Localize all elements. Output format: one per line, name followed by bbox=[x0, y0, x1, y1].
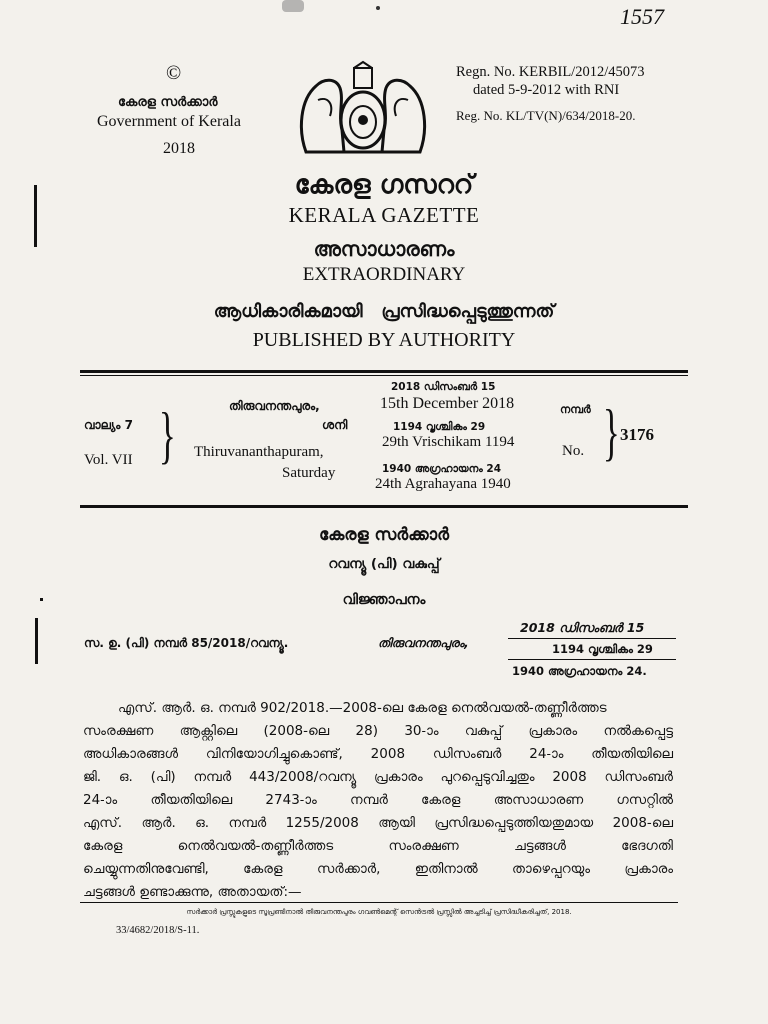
volume-english: Vol. VII bbox=[84, 452, 133, 468]
authority-english: PUBLISHED BY AUTHORITY bbox=[252, 329, 516, 351]
copyright-symbol: © bbox=[166, 62, 182, 84]
body-line: ചട്ടങ്ങൾ ഉണ്ടാക്കുന്നു, അതായത്:— bbox=[83, 884, 302, 900]
day-english: Saturday bbox=[282, 465, 336, 481]
gazette-type-malayalam: അസാധാരണം bbox=[313, 237, 455, 261]
printer-note: സർക്കാർ പ്രസ്സുകളുടെ സൂപ്രണ്ടിനാൽ തിരുവനന്തപുരം ഗവൺമെന്റ് സെൻട്രൽ പ്രസ്സിൽ അച്ചടിച്ച് പ്രസിദ്ധീകരിച്ചത്, 2018. bbox=[186, 908, 572, 916]
number-label-english: No. bbox=[562, 443, 585, 459]
day-malayalam: ശനി bbox=[322, 418, 348, 432]
body-line: ചെയ്യുന്നതിനുവേണ്ടി, കേരള സർക്കാർ, ഇതിനാൽ താഴെപ്പറയും പ്രകാരം bbox=[83, 861, 673, 877]
number-label-malayalam: നമ്പർ bbox=[560, 403, 591, 416]
header-year: 2018 bbox=[163, 140, 195, 157]
date-saka-malayalam: 1940 അഗ്രഹായനം 24 bbox=[382, 463, 502, 475]
govt-name-english: Government of Kerala bbox=[97, 113, 241, 130]
notice-govt-heading: കേരള സർക്കാർ bbox=[318, 525, 450, 545]
place-malayalam: തിരുവനന്തപുരം, bbox=[229, 399, 320, 413]
body-line: എസ്. ആർ. ഒ. നമ്പർ 1255/2008 ആയി പ്രസിദ്ധപ്പെടുത്തിയതുമായ 2008-ലെ bbox=[83, 815, 673, 831]
print-code: 33/4682/2018/S-11. bbox=[116, 925, 200, 936]
kerala-emblem bbox=[288, 60, 438, 160]
notice-title: വിജ്ഞാപനം bbox=[342, 592, 426, 608]
authority-malayalam: ആധികാരികമായി പ്രസിദ്ധപ്പെടുത്തുന്നത് bbox=[213, 301, 555, 322]
footer-rule bbox=[80, 902, 678, 903]
number-brace: } bbox=[602, 396, 620, 467]
dateline-top-rule-inner bbox=[80, 375, 688, 376]
margin-mark bbox=[40, 598, 43, 601]
dateline-top-rule bbox=[80, 370, 688, 373]
notice-department: റവന്യൂ (പി) വകുപ്പ് bbox=[328, 556, 440, 572]
date-malayalam-era-english: 29th Vrischikam 1194 bbox=[382, 434, 515, 450]
margin-mark bbox=[34, 185, 37, 247]
body-line: 24-ാം തീയതിയിലെ 2743-ാം നമ്പർ കേരള അസാധാരണ ഗസറ്റിൽ bbox=[83, 792, 673, 808]
date-gregorian-malayalam: 2018 ഡിസംബർ 15 bbox=[391, 381, 496, 393]
date-malayalam-era-malayalam: 1194 വൃശ്ചികം 29 bbox=[393, 421, 486, 433]
date-saka-english: 24th Agrahayana 1940 bbox=[375, 476, 511, 492]
gazette-type-english: EXTRAORDINARY bbox=[302, 264, 466, 285]
notice-date-saka: 1940 അഗ്രഹായനം 24. bbox=[512, 664, 647, 678]
gazette-number: 3176 bbox=[620, 425, 654, 444]
volume-malayalam: വാല്യം 7 bbox=[84, 418, 133, 432]
registration-number: Regn. No. KERBIL/2012/45073 bbox=[456, 64, 645, 80]
notice-place: തിരുവനന്തപുരം, bbox=[378, 636, 469, 650]
body-line: എസ്. ആർ. ഒ. നമ്പർ 902/2018.—2008-ലെ കേരള നെൽവയൽ-തണ്ണീർത്തട bbox=[118, 700, 607, 716]
volume-brace: } bbox=[158, 399, 176, 470]
registration-date: dated 5-9-2012 with RNI bbox=[473, 82, 620, 98]
rni-registration: Reg. No. KL/TV(N)/634/2018-20. bbox=[456, 108, 636, 123]
date-gregorian-english: 15th December 2018 bbox=[380, 395, 515, 412]
notice-date-gregorian: 2018 ഡിസംബർ 15 bbox=[520, 620, 645, 635]
body-line: കേരള നെൽവയൽ-തണ്ണീർത്തട സംരക്ഷണ ചട്ടങ്ങൾ ഭേദഗതി bbox=[83, 838, 673, 854]
handwritten-page-number: 1557 bbox=[620, 4, 664, 29]
govt-name-malayalam: കേരള സർക്കാർ bbox=[118, 95, 218, 110]
margin-mark bbox=[35, 618, 38, 664]
scan-smudge bbox=[282, 0, 304, 12]
body-line: ജി. ഒ. (പി) നമ്പർ 443/2008/റവന്യൂ പ്രകാരം പുറപ്പെടുവിച്ചതും 2008 ഡിസംബർ bbox=[83, 769, 673, 785]
place-english: Thiruvananthapuram, bbox=[194, 444, 324, 460]
notice-date-rule bbox=[508, 638, 676, 639]
dateline-bottom-rule bbox=[80, 505, 688, 508]
scan-smudge bbox=[376, 6, 380, 10]
notice-date-rule bbox=[508, 659, 676, 660]
body-line: അധികാരങ്ങൾ വിനിയോഗിച്ചുകൊണ്ട്, 2008 ഡിസംബർ 24-ാം തീയതിയിലെ bbox=[83, 746, 673, 762]
body-line: സംരക്ഷണ ആക്റ്റിലെ (2008-ലെ 28) 30-ാം വകുപ്പ് പ്രകാരം നൽകപ്പെട്ട bbox=[83, 723, 673, 739]
gazette-title-english: KERALA GAZETTE bbox=[288, 203, 480, 227]
gazette-title-malayalam: കേരള ഗസററ് bbox=[294, 170, 474, 200]
notice-date-malayalam-era: 1194 വൃശ്ചികം 29 bbox=[552, 642, 653, 656]
go-number: സ. ഉ. (പി) നമ്പർ 85/2018/റവന്യൂ. bbox=[84, 636, 289, 650]
